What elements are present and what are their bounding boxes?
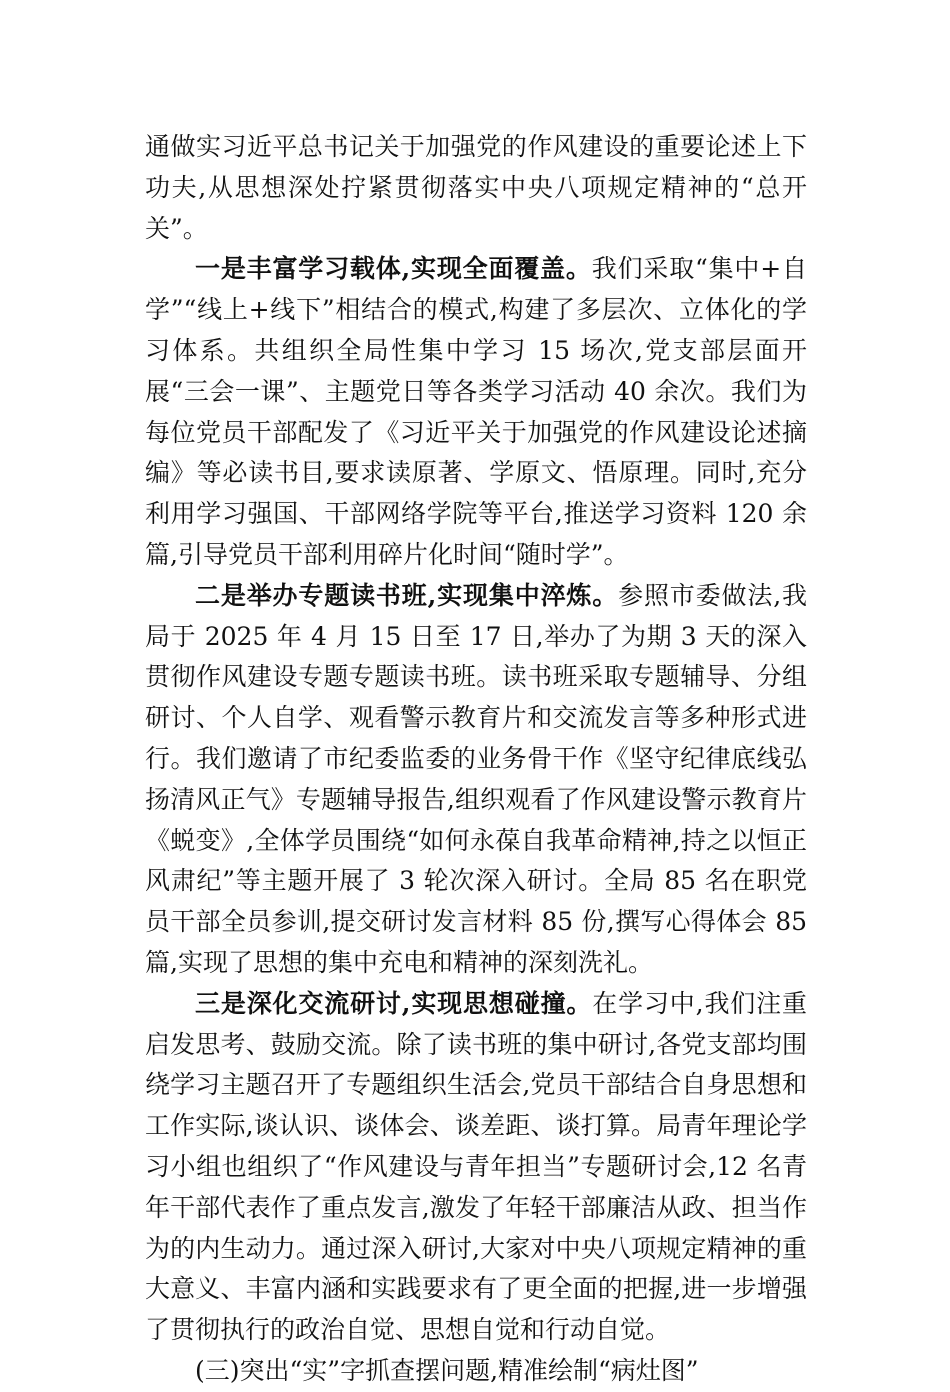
paragraph-continuation	[145, 127, 807, 249]
paragraph-reading-class	[145, 576, 807, 984]
paragraph-exchange-discussion	[145, 984, 807, 1351]
paragraph-study-carriers	[145, 249, 807, 575]
section-heading-text: (三)突出“实”字抓查摆问题,精准绘制“病灶图”	[195, 1355, 699, 1385]
paragraph-lead-heading: 三是深化交流研讨,实现思想碰撞。	[195, 988, 593, 1018]
paragraph-lead-heading: 二是举办专题读书班,实现集中淬炼。	[195, 580, 619, 610]
paragraph-text: 通做实习近平总书记关于加强党的作风建设的重要论述上下功夫,从思想深处拧紧贯彻落实中央八项规定精神的“总开关”。	[145, 132, 807, 243]
paragraph-lead-heading: 一是丰富学习载体,实现全面覆盖。	[195, 254, 592, 284]
section-heading	[145, 1351, 807, 1392]
document-body	[145, 127, 807, 1392]
paragraph-text: 我们采取“集中+自学”“线上+线下”相结合的模式,构建了多层次、立体化的学习体系。共组织全局性集中学习 15 场次,党支部层面开展“三会一课”、主题党日等各类学习活动 40 余次。我们为每位党员干部配发了《习近平关于加强党的作风建设论述摘编》等必读书目,要求读原著、学原文、悟原理。同时,充分利用学习强国、干部网络学院等平台,推送学习资料 120 余篇,引导党员干部利用碎片化时间“随时学”。	[145, 254, 807, 569]
paragraph-text: 参照市委做法,我局于 2025 年 4 月 15 日至 17 日,举办了为期 3 天的深入贯彻作风建设专题专题读书班。读书班采取专题辅导、分组研讨、个人自学、观看警示教育片和交流发言等多种形式进行。我们邀请了市纪委监委的业务骨干作《坚守纪律底线弘扬清风正气》专题辅导报告,组织观看了作风建设警示教育片《蜕变》,全体学员围绕“如何永葆自我革命精神,持之以恒正风肃纪”等主题开展了 3 轮次深入研讨。全局 85 名在职党员干部全员参训,提交研讨发言材料 85 份,撰写心得体会 85 篇,实现了思想的集中充电和精神的深刻洗礼。	[145, 580, 807, 977]
paragraph-text: 在学习中,我们注重启发思考、鼓励交流。除了读书班的集中研讨,各党支部均围绕学习主题召开了专题组织生活会,党员干部结合自身思想和工作实际,谈认识、谈体会、谈差距、谈打算。局青年理论学习小组也组织了“作风建设与青年担当”专题研讨会,12 名青年干部代表作了重点发言,激发了年轻干部廉洁从政、担当作为的内生动力。通过深入研讨,大家对中央八项规定精神的重大意义、丰富内涵和实践要求有了更全面的把握,进一步增强了贯彻执行的政治自觉、思想自觉和行动自觉。	[145, 988, 807, 1345]
